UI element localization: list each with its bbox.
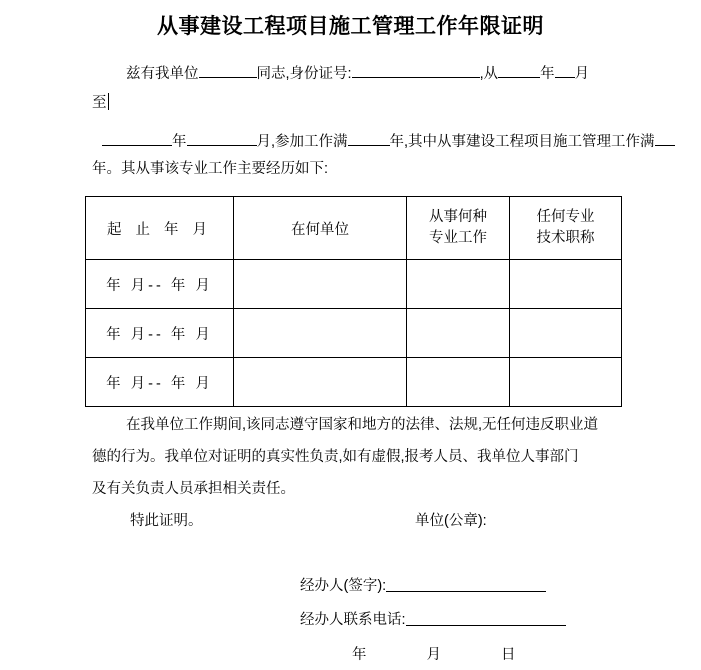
intro-text-comrade-id: 同志,身份证号: — [256, 66, 352, 82]
table-header-row — [86, 197, 622, 260]
blank-construction-years[interactable] — [655, 129, 675, 146]
blank-end-month[interactable] — [187, 129, 257, 146]
table-cell-professional-title[interactable] — [510, 260, 622, 309]
document-title: 从事建设工程项目施工管理工作年限证明 — [157, 15, 544, 38]
table-header-unit-label: 在何单位 — [291, 221, 349, 238]
intro-label-year-2: 年 — [172, 134, 187, 150]
table-row — [86, 358, 622, 407]
blank-start-year[interactable] — [498, 61, 540, 78]
table-cell-period-label: 年 月-- 年 月 — [106, 326, 213, 343]
table-header-period — [86, 197, 234, 260]
intro-label-month-1: 月 — [574, 66, 590, 82]
handler-phone-row — [300, 608, 566, 629]
table-header-professional-title-line2: 技术职称 — [536, 230, 595, 246]
table-cell-professional-title[interactable] — [510, 309, 622, 358]
table-row — [86, 260, 622, 309]
work-experience-table — [85, 196, 622, 407]
statement-line-3: 及有关负责人员承担相关责任。 — [92, 481, 295, 497]
table-cell-professional-title[interactable] — [510, 358, 622, 407]
statement-line-2: 德的行为。我单位对证明的真实性负责,如有虚假,报考人员、我单位人事部门 — [92, 449, 579, 465]
table-cell-period[interactable] — [86, 260, 234, 309]
intro-text-from: ,从 — [479, 66, 499, 82]
signature-date-line: 年 月 日 — [352, 647, 544, 663]
table-cell-unit[interactable] — [234, 309, 407, 358]
blank-organization-name[interactable] — [199, 61, 257, 78]
table-header-period-label: 起 止 年 月 — [106, 221, 213, 238]
handler-signature-row — [300, 574, 546, 595]
table-cell-period[interactable] — [86, 358, 234, 407]
table-header-work-type-line2: 专业工作 — [429, 230, 487, 246]
table-cell-period-label: 年 月-- 年 月 — [106, 375, 213, 392]
intro-text-to: 至 — [92, 95, 107, 111]
intro-text-work-years: 月,参加工作满 — [256, 134, 348, 150]
intro-text-construction-years: 年,其中从事建设工程项目施工管理工作满 — [389, 134, 655, 150]
table-cell-work-type[interactable] — [407, 260, 510, 309]
blank-id-number[interactable] — [352, 61, 480, 78]
blank-total-work-years[interactable] — [348, 129, 390, 146]
table-cell-work-type[interactable] — [407, 358, 510, 407]
seal-label: 单位(公章): — [415, 513, 487, 529]
intro-label-year-1: 年 — [540, 66, 555, 82]
handler-signature-label: 经办人(签字): — [300, 578, 387, 594]
intro-text-organization-prefix: 兹有我单位 — [126, 66, 199, 82]
intro-line-3 — [102, 129, 675, 151]
certify-statement: 特此证明。 — [130, 513, 203, 529]
blank-start-month[interactable] — [555, 61, 575, 78]
table-header-professional-title-line1: 任何专业 — [536, 208, 595, 225]
table-cell-unit[interactable] — [234, 358, 407, 407]
handler-phone-label: 经办人联系电话: — [300, 612, 406, 628]
table-cell-work-type[interactable] — [407, 309, 510, 358]
intro-line-4: 年。其从事该专业工作主要经历如下: — [92, 161, 329, 177]
table-header-work-type — [407, 197, 510, 260]
table-cell-period[interactable] — [86, 309, 234, 358]
statement-line-1: 在我单位工作期间,该同志遵守国家和地方的法律、法规,无任何违反职业道 — [126, 417, 599, 433]
blank-end-year[interactable] — [102, 129, 172, 146]
blank-handler-phone[interactable] — [406, 610, 566, 626]
blank-handler-signature[interactable] — [386, 576, 546, 592]
intro-line-2 — [92, 93, 109, 112]
table-header-professional-title — [510, 197, 622, 260]
intro-line-1 — [126, 61, 589, 83]
table-cell-unit[interactable] — [234, 260, 407, 309]
text-cursor-caret — [108, 93, 109, 110]
table-cell-period-label: 年 月-- 年 月 — [106, 277, 213, 294]
table-row — [86, 309, 622, 358]
table-header-work-type-line1: 从事何种 — [429, 208, 487, 225]
table-header-unit — [234, 197, 407, 260]
